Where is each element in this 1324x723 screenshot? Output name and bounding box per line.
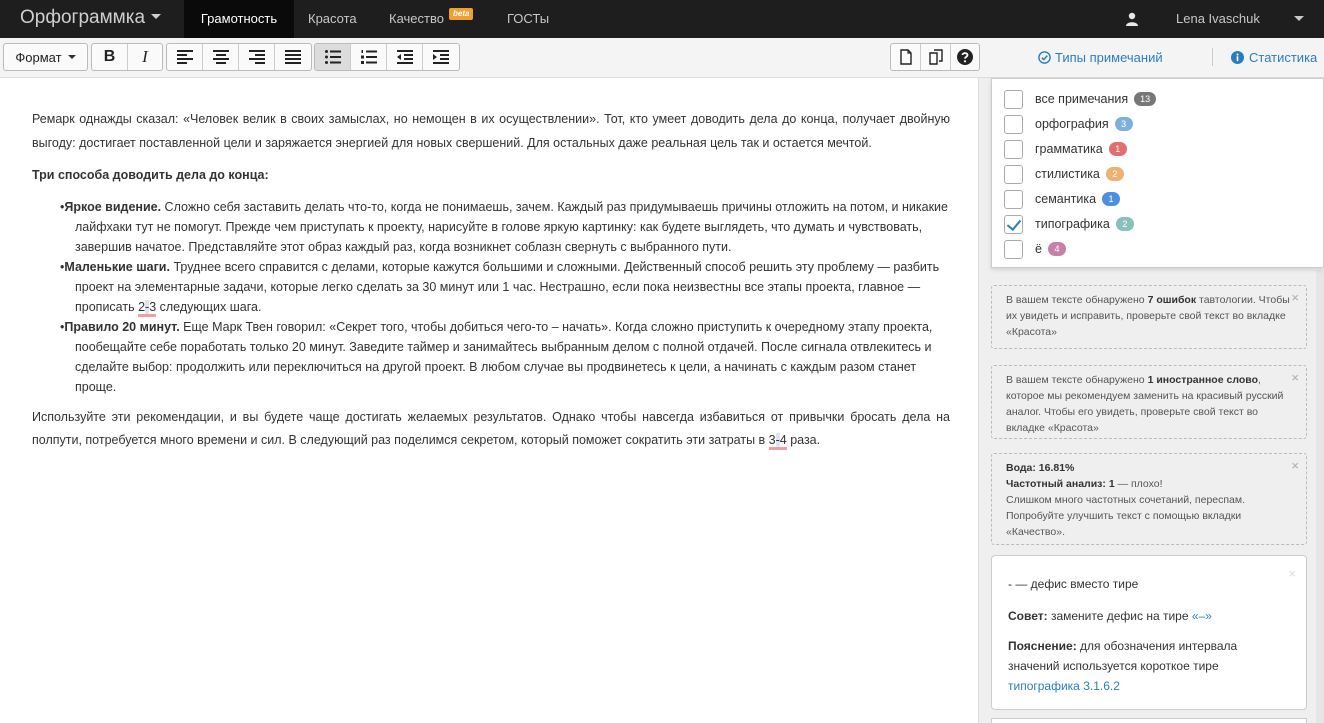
- count-badge: 2: [1116, 217, 1134, 231]
- tab-gramotnost[interactable]: Грамотность: [184, 0, 294, 38]
- note-type-checkbox[interactable]: [1004, 240, 1023, 259]
- copy-button[interactable]: [921, 44, 951, 70]
- note-type-row[interactable]: [1004, 189, 1120, 209]
- note-type-label: типографика: [1035, 217, 1110, 231]
- list-item: •Маленькие шаги. Труднее всего справится с делами, которые кажутся большими и сложными. Действенный способ решить эту проблему — разбить проект на элементарные задачи, которые легко сделать за 30 минут или 1 час. Нестрашно, если пока неизвестны все этапы проекта, главное — прописать 2-3 следующих шага.: [60, 257, 950, 317]
- note-type-label: семантика: [1035, 192, 1097, 206]
- hint-advice: Совет: замените дефис на тире «–»: [1008, 609, 1212, 623]
- italic-icon: I: [142, 47, 148, 66]
- note-type-label: стилистика: [1035, 167, 1100, 181]
- close-icon[interactable]: ×: [1291, 290, 1299, 305]
- indent-icon: [433, 50, 449, 64]
- note-type-label: все примечания: [1035, 92, 1129, 106]
- format-label: Формат: [15, 49, 62, 65]
- align-left-icon: [177, 50, 193, 64]
- item-heading: Правило 20 минут.: [64, 319, 180, 334]
- numbered-list-icon: [361, 50, 377, 64]
- tab-gosty[interactable]: ГОСТы: [507, 11, 550, 26]
- align-left-button[interactable]: [167, 44, 203, 70]
- format-group: [3, 43, 88, 71]
- close-icon[interactable]: ×: [1291, 458, 1299, 473]
- next-card-edge: [991, 718, 1307, 723]
- brand-title: Орфограммка: [20, 7, 146, 28]
- item-heading: Маленькие шаги.: [64, 259, 170, 274]
- tab-krasota[interactable]: Красота: [308, 11, 357, 26]
- tab-kachestvo[interactable]: Качество: [389, 11, 444, 26]
- count-badge: 4: [1048, 242, 1066, 256]
- outdent-button[interactable]: [387, 44, 423, 70]
- typography-error-mark[interactable]: 2-3: [138, 300, 156, 317]
- note-type-checkbox[interactable]: [1004, 90, 1023, 109]
- item-heading: Яркое видение.: [64, 199, 162, 214]
- new-document-button[interactable]: [891, 44, 921, 70]
- close-icon[interactable]: ×: [1288, 566, 1296, 581]
- item-text: следующих шага.: [156, 299, 262, 314]
- align-center-button[interactable]: [203, 44, 239, 70]
- bullet-list-icon: [325, 50, 341, 64]
- list-group: [314, 43, 460, 71]
- document-group: [890, 43, 980, 71]
- note-type-label: ё: [1035, 242, 1042, 256]
- format-dropdown[interactable]: [4, 44, 87, 70]
- chevron-down-icon: [68, 55, 76, 59]
- count-badge: 13: [1134, 92, 1156, 106]
- count-badge: 2: [1106, 167, 1124, 181]
- statistics-link[interactable]: [1231, 50, 1317, 65]
- item-text: Труднее всего справится с делами, которые кажутся большими и сложными. Действенный способ решить эту проблему — разбить проект на элементарные задачи, которые легко сделать за 30 минут или 1 час. Нестрашно, если пока неизвестны все этапы проекта, главное — прописать: [75, 259, 940, 314]
- list-item: •Яркое видение. Сложно себя заставить делать что-то, когда не понимаешь, зачем. Каждый раз придумываешь причины отложить на потом, и никакие лайфхаки тут не помогут. Прежде чем приступать к проекту, нарисуйте в голове яркую картинку: как будете выглядеть, что думать и чувствовать, завершив начатое. Представляйте этот образ каждый раз, когда возникнет соблазн свернуть с выбранного пути.: [60, 199, 948, 254]
- toolbar-divider: [1212, 48, 1213, 66]
- note-types-dropdown: [991, 78, 1324, 268]
- count-badge: 1: [1109, 142, 1127, 156]
- indent-button[interactable]: [423, 44, 459, 70]
- item-text: Сложно себя заставить делать что-то, когда не понимаешь, зачем. Каждый раз придумываешь причины отложить на потом, и никакие лайфхаки тут не помогут. Прежде чем приступать к проекту, нарисуйте в голове яркую картинку: как будете выглядеть, что думать и чувствовать, завершив начатое. Представляйте этот образ каждый раз, когда возникнет соблазн свернуть с выбранного пути.: [75, 199, 948, 254]
- editor-toolbar: [0, 38, 1324, 78]
- user-name[interactable]: Lena Ivaschuk: [1176, 11, 1260, 26]
- note-type-checkbox[interactable]: [1004, 140, 1023, 159]
- text-style-group: [91, 43, 163, 71]
- close-icon[interactable]: ×: [1291, 370, 1299, 385]
- brand-menu[interactable]: [20, 7, 161, 29]
- align-right-button[interactable]: [239, 44, 275, 70]
- count-badge: 1: [1102, 192, 1120, 206]
- user-icon[interactable]: [1125, 12, 1139, 26]
- italic-button[interactable]: [128, 44, 162, 70]
- document-icon: [900, 49, 912, 65]
- item-text: Еще Марк Твен говорил: «Секрет того, чтобы добиться чего-то – начать». Когда сложно приступить к очередному этапу проекта, пообещайте себе поработать только 20 минут. Заведите таймер и занимайтесь выбранным делом с полной отдачей. После сигнала отвлекитесь и сделайте выбор: продолжить или переключиться на другой проект. В любом случае вы продвинетесь к цели, а начинать с каждым разом станет проще.: [75, 319, 933, 394]
- rule-link[interactable]: типографика 3.1.6.2: [1008, 679, 1120, 693]
- align-justify-icon: [285, 50, 301, 64]
- align-group: [166, 43, 312, 71]
- outdent-icon: [397, 50, 413, 64]
- typography-hint-card: [991, 555, 1307, 710]
- chevron-down-icon: [151, 14, 161, 19]
- note-type-checkbox[interactable]: [1004, 165, 1023, 184]
- methods-list: [60, 197, 950, 397]
- tautology-notice: × В вашем тексте обнаружено 7 ошибок тавтологии. Чтобы их увидеть и исправить, проверьте свой текст во вкладке «Красота»: [991, 285, 1307, 349]
- panel-scrollbar[interactable]: [1316, 270, 1324, 723]
- subtitle: Три способа доводить дела до конца:: [32, 168, 269, 182]
- note-type-row[interactable]: [1004, 139, 1127, 159]
- paragraph-intro: Ремарк однажды сказал: «Человек велик в своих замыслах, но немощен в их осуществлении». Тот, кто умеет доводить дела до конца, получает двойную выгоду: достигает поставленной цели и заряжается энергией для новых свершений. Для остальных даже реальная цель так и остается мечтой.: [32, 112, 950, 150]
- quality-notice: × Вода: 16.81% Частотный анализ: 1 — плохо! Слишком много частотных сочетаний, переспам. Попробуйте улучшить текст с помощью вкладки «Качество».: [991, 453, 1307, 545]
- note-type-label: орфография: [1035, 117, 1109, 131]
- bullet-list-button[interactable]: [315, 44, 351, 70]
- note-type-row[interactable]: [1004, 114, 1133, 134]
- note-type-row[interactable]: [1004, 214, 1134, 234]
- dash-replace-link[interactable]: «–»: [1191, 609, 1212, 623]
- note-types-label: Типы примечаний: [1055, 50, 1163, 65]
- list-item: •Правило 20 минут. Еще Марк Твен говорил: «Секрет того, чтобы добиться чего-то – начать». Когда сложно приступить к очередному этапу проекта, пообещайте себе поработать только 20 минут. Заведите таймер и занимайтесь выбранным делом с полной отдачей. После сигнала отвлекитесь и сделайте выбор: продолжить или переключиться на другой проект. В любом случае вы продвинетесь к цели, а начинать с каждым разом станет проще.: [60, 319, 933, 394]
- count-badge: 3: [1115, 117, 1133, 131]
- note-type-checkbox[interactable]: [1004, 215, 1023, 234]
- align-center-icon: [213, 50, 229, 64]
- align-right-icon: [249, 50, 265, 64]
- info-icon: [1231, 51, 1244, 64]
- note-type-row[interactable]: [1004, 164, 1124, 184]
- help-button[interactable]: [951, 44, 979, 70]
- note-type-checkbox[interactable]: [1004, 190, 1023, 209]
- foreign-word-notice: × В вашем тексте обнаружено 1 иностранное слово, которое мы рекомендуем заменить на красивый русский аналог. Чтобы его увидеть, проверьте свой текст во вкладке «Красота»: [991, 365, 1307, 439]
- statistics-label: Статистика: [1249, 50, 1318, 65]
- note-type-row[interactable]: [1004, 89, 1156, 109]
- numbered-list-button[interactable]: [351, 44, 387, 70]
- copy-icon: [929, 49, 943, 65]
- bold-button[interactable]: [92, 44, 128, 70]
- question-icon: [957, 49, 973, 65]
- beta-badge: beta: [449, 8, 473, 20]
- bold-icon: B: [103, 48, 116, 65]
- justify-button[interactable]: [275, 44, 311, 70]
- paragraph-closing: Используйте эти рекомендации, и вы будете чаще достигать желаемых результатов. Однако чтобы навсегда избавиться от привычки бросать дела на полпути, потребуется много времени и сил. В следующий раз поделимся секретом, который поможет сократить эти затраты в 3-4 раза.: [32, 406, 950, 453]
- check-circle-icon: [1038, 51, 1051, 64]
- top-navbar: [0, 0, 1324, 38]
- note-type-checkbox[interactable]: [1004, 115, 1023, 134]
- hint-title: - — дефис вместо тире: [1008, 577, 1139, 591]
- text-editor[interactable]: [32, 108, 950, 462]
- hint-explanation: Пояснение: для обозначения интервала значений используется короткое тире типографика 3.1.6.2: [1008, 639, 1238, 693]
- note-type-label: грамматика: [1035, 142, 1103, 156]
- chevron-down-icon[interactable]: [1294, 16, 1304, 21]
- note-types-link[interactable]: [1038, 50, 1163, 65]
- typography-error-mark[interactable]: 3-4: [769, 433, 787, 450]
- note-type-row[interactable]: [1004, 239, 1066, 259]
